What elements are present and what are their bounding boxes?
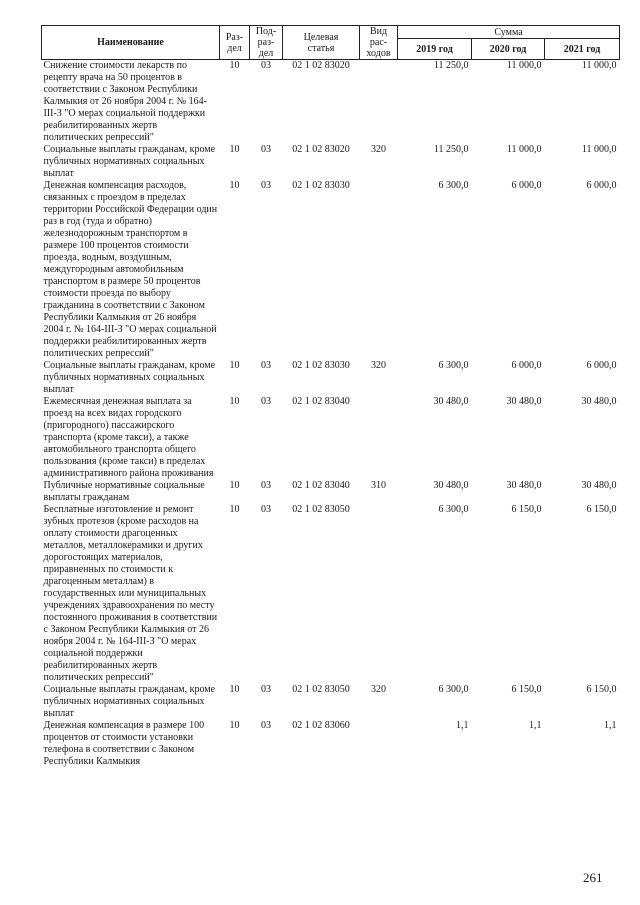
row-name: Ежемесячная денежная выплата за проезд на всех видах городского (пригородного) пассажирского транспорта (кроме такси), а также автомобильного транспорта общего пользования (кроме такси) в пределах административного района проживания [43, 396, 214, 479]
row-subsection: 03 [261, 684, 271, 695]
row-target: 02 1 02 83060 [292, 720, 350, 731]
row-section: 10 [229, 684, 240, 695]
row-sum-2019: 11 250,0 [433, 60, 469, 71]
row-subsection: 03 [261, 720, 271, 731]
header-subsection: Под- раз- дел [250, 26, 283, 60]
header-target: Целевая статья [283, 26, 360, 60]
row-sum-2020: 6 150,0 [511, 684, 542, 695]
row-sum-2019: 11 250,0 [433, 144, 469, 155]
row-sum-2019: 30 480,0 [433, 396, 469, 407]
row-target: 02 1 02 83030 [292, 180, 350, 191]
row-target: 02 1 02 83050 [292, 684, 350, 695]
budget-table [41, 25, 620, 768]
row-sum-2020: 30 480,0 [506, 480, 542, 491]
table-row [42, 180, 620, 360]
header-year-2020: 2020 год [472, 39, 545, 60]
row-sum-2021: 30 480,0 [581, 480, 617, 491]
row-sum-2021: 30 480,0 [581, 396, 617, 407]
table-row [42, 684, 620, 720]
row-sum-2021: 6 150,0 [586, 684, 617, 695]
row-name: Социальные выплаты гражданам, кроме публичных нормативных социальных выплат [43, 144, 216, 179]
row-section: 10 [229, 720, 240, 731]
row-section: 10 [229, 144, 240, 155]
row-expense-type: 320 [371, 144, 386, 155]
row-section: 10 [229, 504, 240, 515]
row-name: Социальные выплаты гражданам, кроме публичных нормативных социальных выплат [43, 684, 216, 719]
row-expense-type: 320 [371, 684, 386, 695]
header-name: Наименование [42, 26, 220, 60]
row-sum-2019: 1,1 [456, 720, 469, 731]
row-subsection: 03 [261, 144, 271, 155]
row-expense-type: 310 [371, 480, 386, 491]
table-row [42, 720, 620, 768]
row-sum-2020: 11 000,0 [506, 144, 542, 155]
header-section: Раз- дел [220, 26, 250, 60]
row-expense-type [360, 504, 398, 684]
row-sum-2020: 11 000,0 [506, 60, 542, 71]
header-expense-type: Вид рас- ходов [360, 26, 398, 60]
row-sum-2019: 6 300,0 [438, 684, 469, 695]
row-target: 02 1 02 83040 [292, 396, 350, 407]
table-row [42, 396, 620, 480]
row-target: 02 1 02 83020 [292, 144, 350, 155]
row-section: 10 [229, 60, 240, 71]
row-name: Бесплатные изготовление и ремонт зубных протезов (кроме расходов на оплату стоимости драгоценных металлов, металлокерамики и других дорогостоящих материалов, приравненных по стоимости к драгоценным металлам) в государственных или муниципальных учреждениях здравоохранения по месту постоянного проживания в соответствии с Законом Республики Калмыкия от 26 ноября 2004 г. № 164-III-З "О мерах социальной поддержки реабилитированных жертв политических репрессий" [43, 504, 218, 683]
row-sum-2020: 30 480,0 [506, 396, 542, 407]
row-sum-2019: 6 300,0 [438, 360, 469, 371]
table-body [42, 60, 620, 769]
row-sum-2020: 6 000,0 [511, 180, 542, 191]
row-subsection: 03 [261, 360, 271, 371]
row-sum-2021: 6 000,0 [586, 180, 617, 191]
row-sum-2021: 1,1 [604, 720, 617, 731]
row-target: 02 1 02 83030 [292, 360, 350, 371]
row-sum-2020: 6 150,0 [511, 504, 542, 515]
header-year-2021: 2021 год [545, 39, 620, 60]
row-sum-2021: 6 150,0 [586, 504, 617, 515]
row-name: Денежная компенсация в размере 100 процентов от стоимости установки телефона в соответствии с Законом Республики Калмыкия [43, 720, 205, 767]
table-row [42, 144, 620, 180]
row-subsection: 03 [261, 480, 271, 491]
row-subsection: 03 [261, 60, 271, 71]
row-subsection: 03 [261, 396, 271, 407]
row-expense-type [360, 180, 398, 360]
table-row [42, 360, 620, 396]
row-sum-2019: 6 300,0 [438, 504, 469, 515]
row-sum-2021: 11 000,0 [581, 144, 617, 155]
row-sum-2020: 6 000,0 [511, 360, 542, 371]
row-section: 10 [229, 360, 240, 371]
row-target: 02 1 02 83020 [292, 60, 350, 71]
row-expense-type: 320 [371, 360, 386, 371]
header-sum: Сумма [398, 26, 620, 39]
row-target: 02 1 02 83050 [292, 504, 350, 515]
row-section: 10 [229, 180, 240, 191]
row-sum-2021: 11 000,0 [581, 60, 617, 71]
table-header [42, 26, 620, 60]
row-name: Социальные выплаты гражданам, кроме публичных нормативных социальных выплат [43, 360, 216, 395]
row-subsection: 03 [261, 504, 271, 515]
table-row [42, 480, 620, 504]
row-expense-type [360, 396, 398, 480]
header-year-2019: 2019 год [398, 39, 472, 60]
row-target: 02 1 02 83040 [292, 480, 350, 491]
row-sum-2019: 30 480,0 [433, 480, 469, 491]
row-name: Публичные нормативные социальные выплаты гражданам [43, 480, 205, 503]
row-subsection: 03 [261, 180, 271, 191]
row-name: Снижение стоимости лекарств по рецепту врача на 50 процентов в соответствии с Законом Республики Калмыкия от 26 ноября 2004 г. № 164-III-З "О мерах социальной поддержки реабилитированных жертв политических репрессий" [43, 60, 207, 143]
page-number: 261 [583, 870, 603, 885]
table-row [42, 504, 620, 684]
table-row [42, 60, 620, 145]
row-section: 10 [229, 396, 240, 407]
row-sum-2019: 6 300,0 [438, 180, 469, 191]
row-expense-type [360, 60, 398, 145]
row-section: 10 [229, 480, 240, 491]
row-name: Денежная компенсация расходов, связанных с проездом в пределах территории Российской Федерации один раз в год (туда и обратно) железнодорожным транспортом в размере 100 процентов стоимости проезда, водным, воздушным, междугородным автомобильным транспортом в размере 50 процентов стоимости проезда по выбору гражданина в соответствии с Законом Республики Калмыкия от 26 ноября 2004 г. № 164-III-З "О мерах социальной поддержки реабилитированных жертв политических репрессий" [43, 180, 218, 359]
row-expense-type [360, 720, 398, 768]
row-sum-2020: 1,1 [529, 720, 542, 731]
row-sum-2021: 6 000,0 [586, 360, 617, 371]
